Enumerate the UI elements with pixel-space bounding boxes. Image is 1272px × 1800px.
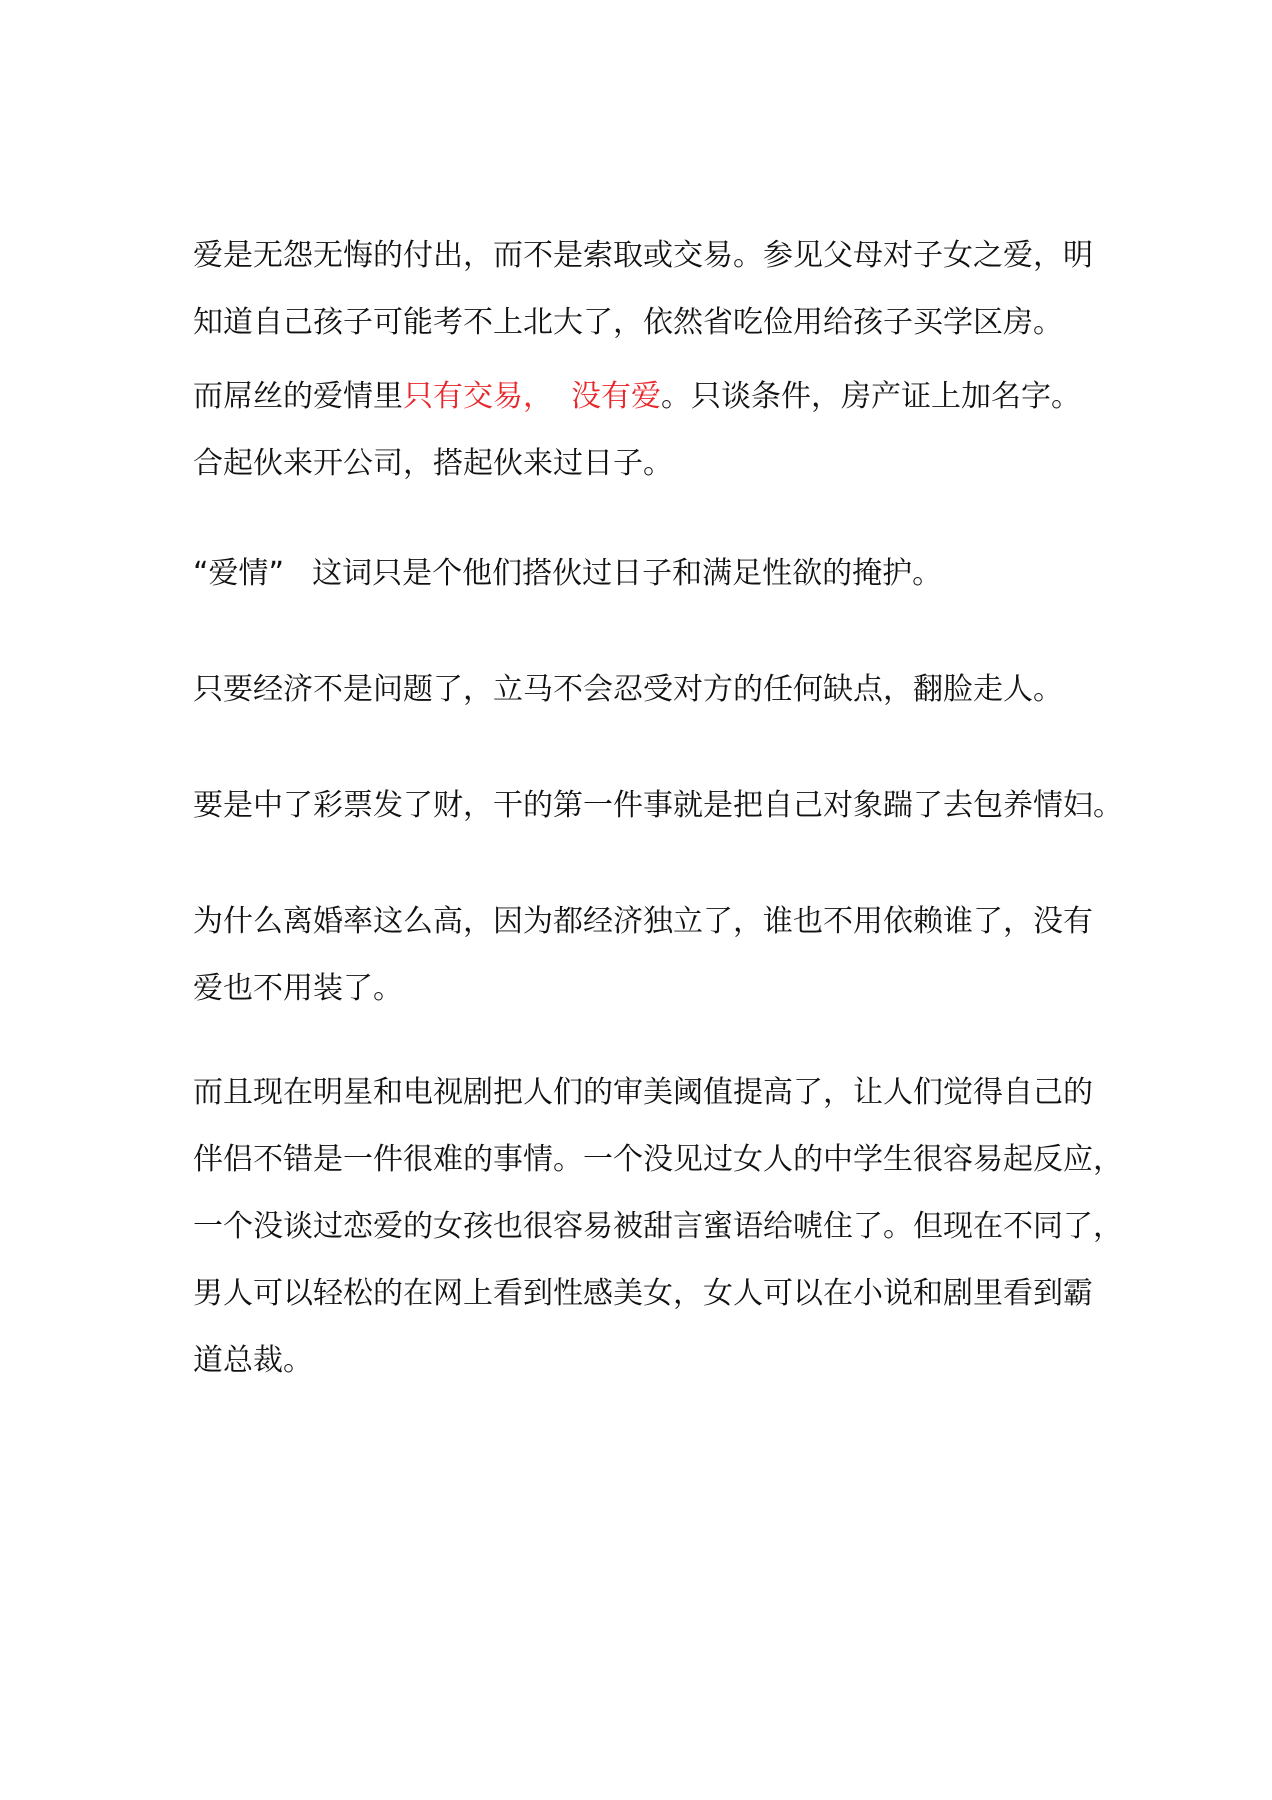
paragraph-7-line-2: 伴侣不错是一件很难的事情。一个没见过女人的中学生很容易起反应， [193,1142,1123,1177]
paragraph-4 [193,656,1093,723]
paragraph-3-text: 这词只是个他们搭伙过日子和满足性欲的掩护。 [312,556,943,591]
paragraph-6 [193,888,1093,1022]
paragraph-7-line-4: 男人可以轻松的在网上看到性感美女，女人可以在小说和剧里看到霸 [193,1276,1093,1311]
paragraph-5 [193,772,1123,839]
paragraph-2-text-start: 而屌丝的爱情里 [193,379,403,414]
paragraph-2-text-end: 。只谈条件，房产证上加名字。 [661,379,1081,414]
paragraph-5-line-1: 要是中了彩票发了财，干的第一件事就是把自己对象踹了去包养情妇。 [193,788,1123,823]
paragraph-7-line-3: 一个没谈过恋爱的女孩也很容易被甜言蜜语给唬住了。但现在不同了， [193,1209,1123,1244]
highlight-no-love: 没有爱 [571,379,661,414]
highlight-only-trade: 只有交易， [403,379,553,414]
paragraph-2-line-1 [193,363,1093,430]
paragraph-3 [193,540,1093,607]
paragraph-4-line-1: 只要经济不是问题了，立马不会忍受对方的任何缺点，翻脸走人。 [193,672,1063,707]
paragraph-6-line-1: 为什么离婚率这么高，因为都经济独立了，谁也不用依赖谁了，没有 [193,904,1093,939]
paragraph-1 [193,222,1093,356]
paragraph-2 [193,363,1093,497]
paragraph-7-line-5: 道总裁。 [193,1343,313,1378]
paragraph-1-line-2: 知道自己孩子可能考不上北大了，依然省吃俭用给孩子买学区房。 [193,305,1063,340]
paragraph-7 [193,1059,1123,1394]
paragraph-2-line-2: 合起伙来开公司，搭起伙来过日子。 [193,446,673,481]
paragraph-3-line-1 [193,540,1093,607]
paragraph-7-line-1: 而且现在明星和电视剧把人们的审美阈值提高了，让人们觉得自己的 [193,1075,1093,1110]
paragraph-1-line-1: 爱是无怨无悔的付出，而不是索取或交易。参见父母对子女之爱，明 [193,238,1093,273]
paragraph-6-line-2: 爱也不用装了。 [193,971,403,1006]
quoted-term: “爱情” [193,556,285,591]
